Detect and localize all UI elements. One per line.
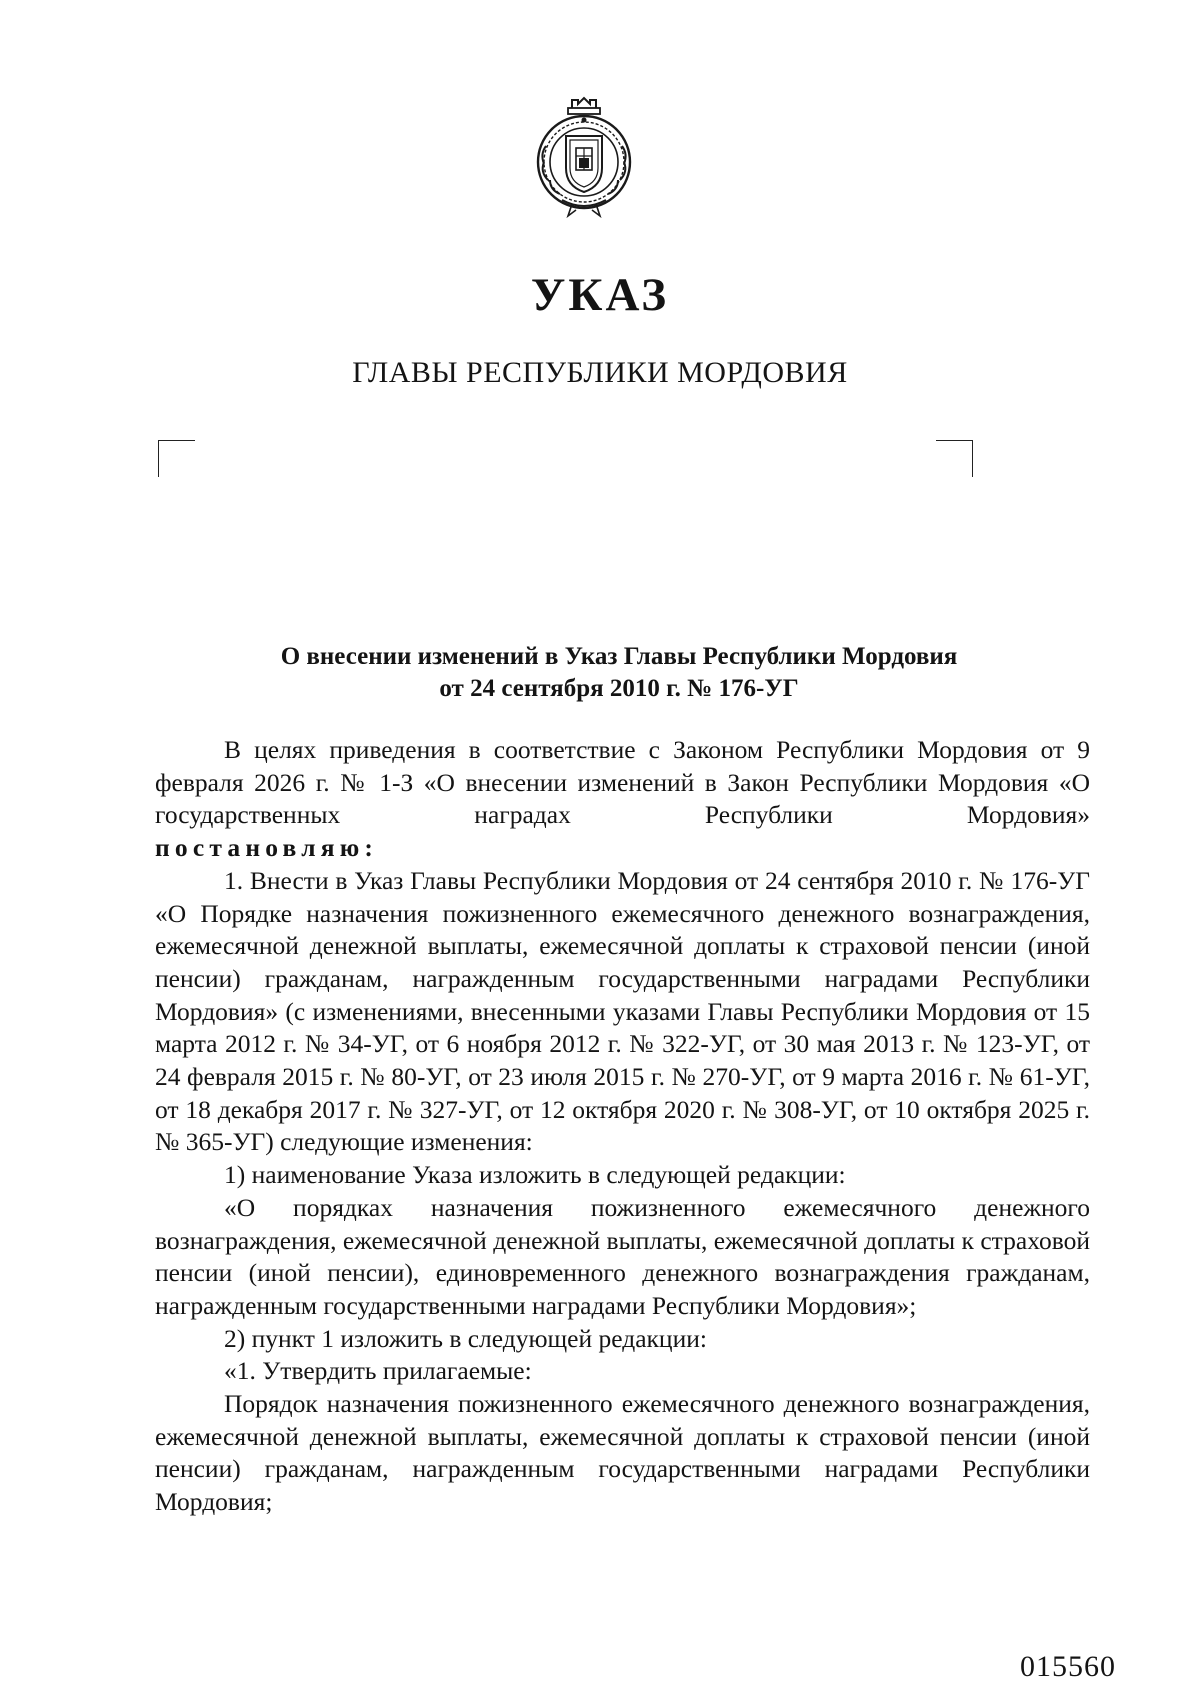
issuer-subtitle: ГЛАВЫ РЕСПУБЛИКИ МОРДОВИЯ [352, 356, 848, 389]
coat-of-arms-icon [532, 96, 636, 220]
form-serial-number: 015560 [1020, 1650, 1116, 1683]
subitem-2-text: Порядок назначения пожизненного ежемесячного денежного вознаграждения, ежемесячной денежной выплаты, ежемесячной доплаты к страховой пенсии (иной пенсии) гражданам, награжденным государственными наградами Республики Мордовия; [155, 1389, 1090, 1517]
subitem-2-paragraph: 2) пункт 1 изложить в следующей редакции: [224, 1323, 707, 1353]
item-1-paragraph: 1. Внести в Указ Главы Республики Мордовия от 24 сентября 2010 г. № 176-УГ «О Порядке назначения пожизненного ежемесячного денежного вознаграждения, ежемесячной денежной выплаты, ежемесячной доплаты к страховой пенсии (иной пенсии) гражданам, награжденным государственными наградами Республики Мордовия» (с изменениями, внесенными указами Главы Республики Мордовия от 15 марта 2012 г. № 34-УГ, от 6 ноября 2012 г. № 322-УГ, от 30 мая 2013 г. № 123-УГ, от 24 февраля 2015 г. № 80-УГ, от 23 июля 2015 г. № 270-УГ, от 9 марта 2016 г. № 61-УГ, от 18 декабря 2017 г. № 327-УГ, от 12 октября 2020 г. № 308-УГ, от 10 октября 2025 г. № 365-УГ) следующие изменения: [155, 865, 1090, 1157]
address-field-corner-right [936, 440, 973, 477]
document-type-title: УКАЗ [530, 269, 670, 321]
decree-heading [154, 641, 1084, 705]
preamble-paragraph: В целях приведения в соответствие с Законом Республики Мордовия от 9 февраля 2026 г. № 1-З «О внесении изменений в Закон Республики Мордовия «О государственных наградах Республики Мордовия» [155, 735, 1090, 830]
heading-line-2: от 24 сентября 2010 г. № 176-УГ [439, 675, 799, 702]
decree-word-text: постановляю: [155, 833, 379, 863]
subitem-2-intro: «1. Утвердить прилагаемые: [224, 1356, 532, 1386]
heading-line-1: О внесении изменений в Указ Главы Республики Мордовия [280, 643, 958, 670]
decree-word [155, 832, 1090, 865]
address-field-corner-left [158, 440, 195, 477]
decree-body [155, 734, 1090, 1519]
subitem-1-paragraph: 1) наименование Указа изложить в следующей редакции: [224, 1160, 846, 1190]
subitem-1-new-title: «О порядках назначения пожизненного ежемесячного денежного вознаграждения, ежемесячной денежной выплаты, ежемесячной доплаты к страховой пенсии (иной пенсии), единовременного денежного вознаграждения гражданам, награжденным государственными наградами Республики Мордовия»; [155, 1192, 1090, 1320]
